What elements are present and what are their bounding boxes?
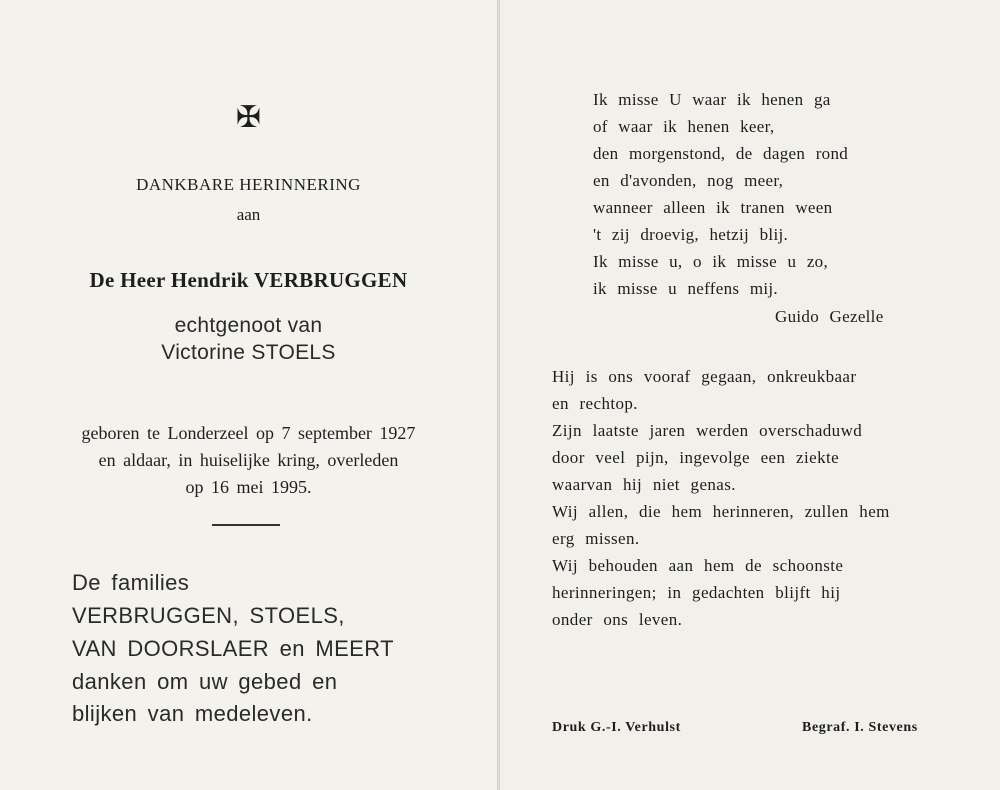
deceased-name: De Heer Hendrik VERBRUGGEN (89, 268, 408, 292)
heading-to: aan (236, 205, 261, 224)
birth-line-3: op 16 mei 1995. (185, 477, 312, 497)
family-line-3: VAN DOORSLAER en MEERT (72, 636, 394, 661)
tribute-line-7: erg missen. (552, 529, 640, 548)
cross-icon: ✠ (235, 100, 262, 135)
family-line-4: danken om uw gebed en (72, 669, 338, 694)
tribute-line-3: Zijn laatste jaren werden overschaduwd (552, 421, 863, 440)
poem-line-8: ik misse u neffens mij. (593, 279, 778, 298)
tribute-line-5: waarvan hij niet genas. (552, 475, 736, 494)
poem-line-1: Ik misse U waar ik henen ga (593, 90, 831, 109)
tribute-line-1: Hij is ons vooraf gegaan, onkreukbaar (552, 367, 857, 386)
spouse-line-1: echtgenoot van (174, 314, 323, 337)
birth-line-2: en aldaar, in huiselijke kring, overleden (98, 450, 399, 470)
tribute-line-4: door veel pijn, ingevolge een ziekte (552, 448, 840, 467)
family-line-1: De families (72, 570, 190, 595)
printer-credit: Druk G.-I. Verhulst (552, 720, 681, 735)
poem-author: Guido Gezelle (775, 307, 884, 326)
spouse-line-2: Victorine STOELS (161, 341, 336, 364)
tribute-line-9: herinneringen; in gedachten blijft hij (552, 583, 841, 602)
family-line-2: VERBRUGGEN, STOELS, (72, 603, 345, 628)
poem-line-3: den morgenstond, de dagen rond (593, 144, 849, 163)
poem-line-6: 't zij droevig, hetzij blij. (593, 225, 789, 244)
poem-line-4: en d'avonden, nog meer, (593, 171, 784, 190)
left-panel (0, 0, 497, 790)
birth-line-1: geboren te Londerzeel op 7 september 1927 (81, 423, 416, 443)
tribute-line-6: Wij allen, die hem herinneren, zullen hem (552, 502, 890, 521)
card-heading: DANKBARE HERINNERING (136, 175, 361, 194)
tribute-line-10: onder ons leven. (552, 610, 683, 629)
tribute-line-8: Wij behouden aan hem de schoonste (552, 556, 844, 575)
poem-line-5: wanneer alleen ik tranen ween (593, 198, 833, 217)
poem-line-7: Ik misse u, o ik misse u zo, (593, 252, 829, 271)
poem-line-2: of waar ik henen keer, (593, 117, 775, 136)
tribute-line-2: en rechtop. (552, 394, 638, 413)
funeral-director-credit: Begraf. I. Stevens (802, 720, 918, 735)
family-line-5: blijken van medeleven. (72, 701, 313, 726)
divider-rule (212, 524, 280, 526)
